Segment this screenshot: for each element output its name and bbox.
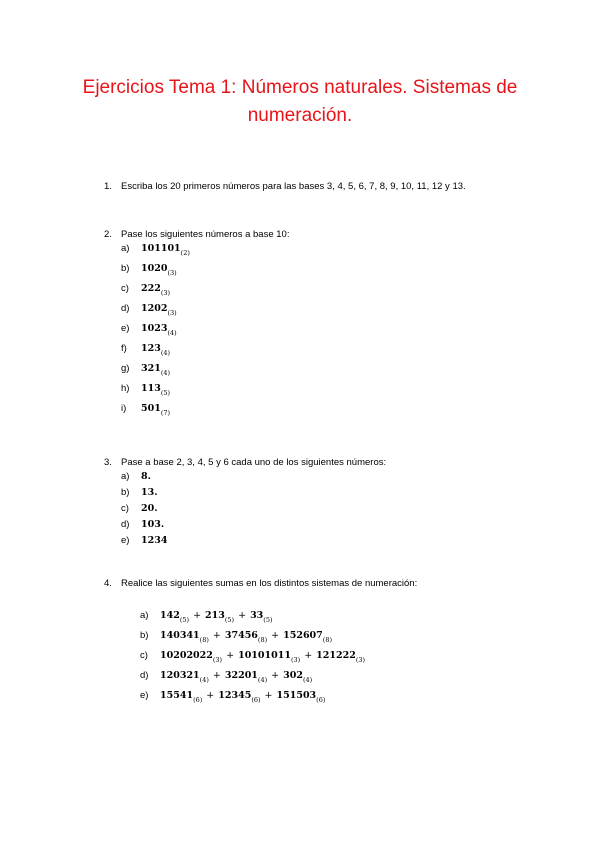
item-label: e) (121, 323, 130, 334)
term-base: (6) (316, 696, 326, 704)
item-label: c) (140, 650, 148, 661)
sum-term: $120321_{(4)}$ (160, 670, 209, 684)
item-value: 13. (141, 487, 158, 498)
item-base: (4) (160, 369, 171, 377)
plus-sign: + (212, 630, 221, 641)
item-label: f) (121, 343, 127, 354)
item-label: d) (121, 303, 130, 314)
question-text: Pase los siguientes números a base 10: (121, 229, 290, 240)
sum-expression (160, 610, 273, 624)
item-label: a) (121, 243, 130, 254)
item-value: $501_{(7)}$ (141, 403, 171, 417)
item-value: $1023_{(4)}$ (141, 323, 177, 337)
plus-sign: + (193, 610, 202, 621)
sum-term: $33_{(5)}$ (250, 610, 273, 624)
item-label: i) (121, 403, 127, 414)
item-value: 20. (141, 503, 158, 514)
item-base: (3) (160, 289, 171, 297)
term-base: (5) (179, 616, 190, 624)
sum-term: $10202022_{(3)}$ (160, 650, 223, 664)
item-value: $222_{(3)}$ (141, 283, 171, 297)
term-base: (4) (302, 676, 313, 684)
plus-sign: + (304, 650, 313, 661)
plus-sign: + (271, 670, 280, 681)
term-base: (3) (355, 656, 366, 664)
term-base: (5) (263, 616, 273, 624)
sum-term: $151503_{(6)}$ (276, 690, 326, 704)
item-label: c) (121, 283, 129, 294)
item-value: 8. (141, 471, 151, 482)
question-number: 4. (104, 578, 112, 589)
item-label: b) (121, 487, 130, 498)
question-number: 1. (104, 181, 112, 192)
item-base: (3) (167, 269, 177, 277)
term-base: (8) (322, 636, 332, 644)
item-label: e) (121, 535, 130, 546)
plus-sign: + (238, 610, 247, 621)
term-base: (4) (257, 676, 268, 684)
item-value: $321_{(4)}$ (141, 363, 171, 377)
plus-sign: + (264, 690, 273, 701)
item-label: d) (121, 519, 130, 530)
question-number: 2. (104, 229, 112, 240)
item-value: $1202_{(3)}$ (141, 303, 177, 317)
sum-term: $12345_{(6)}$ (218, 690, 261, 704)
item-value: $113_{(5)}$ (141, 383, 171, 397)
term-base: (6) (193, 696, 203, 704)
item-value: 1234 (141, 535, 168, 546)
sum-term: $15541_{(6)}$ (160, 690, 203, 704)
item-label: c) (121, 503, 129, 514)
page-title: Ejercicios Tema 1: Números naturales. Sistemas de numeración. (82, 77, 518, 126)
term-base: (5) (224, 616, 235, 624)
question-number: 3. (104, 457, 112, 468)
item-value: $123_{(4)}$ (141, 343, 171, 357)
sum-term: $32201_{(4)}$ (224, 670, 268, 684)
item-base: (3) (167, 309, 177, 317)
term-base: (6) (251, 696, 261, 704)
sum-expression (160, 670, 312, 684)
sum-term: $140341_{(8)}$ (160, 630, 209, 644)
item-label: b) (121, 263, 130, 274)
sum-term: $152607_{(8)}$ (283, 630, 332, 644)
item-label: h) (121, 383, 130, 394)
item-base: (7) (160, 409, 171, 417)
plus-sign: + (212, 670, 221, 681)
item-label: b) (140, 630, 149, 641)
term-base: (4) (199, 676, 209, 684)
item-base: (4) (160, 349, 171, 357)
item-value: $101101_{(2)}$ (141, 243, 190, 257)
question-text: Realice las siguientes sumas en los distintos sistemas de numeración: (121, 578, 418, 589)
sum-expression (160, 690, 325, 704)
sum-term: $302_{(4)}$ (283, 670, 313, 684)
item-base: (2) (180, 249, 190, 257)
term-base: (3) (290, 656, 301, 664)
plus-sign: + (206, 690, 215, 701)
sum-expression (160, 650, 365, 664)
item-value: 103. (141, 519, 165, 530)
item-label: g) (121, 363, 130, 374)
sum-term: $10101011_{(3)}$ (238, 650, 301, 664)
item-label: a) (121, 471, 130, 482)
sum-term: $213_{(5)}$ (205, 610, 235, 624)
sum-term: $37456_{(8)}$ (224, 630, 268, 644)
term-base: (3) (212, 656, 223, 664)
term-base: (8) (257, 636, 268, 644)
item-label: d) (140, 670, 149, 681)
question-text: Pase a base 2, 3, 4, 5 y 6 cada uno de los siguientes números: (121, 457, 387, 468)
item-label: a) (140, 610, 149, 621)
item-value: $1020_{(3)}$ (141, 263, 177, 277)
question-text: Escriba los 20 primeros números para las bases 3, 4, 5, 6, 7, 8, 9, 10, 11, 12 y 13. (121, 181, 466, 192)
item-label: e) (140, 690, 149, 701)
plus-sign: + (226, 650, 235, 661)
sum-term: $142_{(5)}$ (160, 610, 190, 624)
item-base: (4) (167, 329, 177, 337)
sum-expression (160, 630, 332, 644)
item-base: (5) (160, 389, 171, 397)
sum-term: $121222_{(3)}$ (316, 650, 366, 664)
term-base: (8) (199, 636, 209, 644)
plus-sign: + (271, 630, 280, 641)
